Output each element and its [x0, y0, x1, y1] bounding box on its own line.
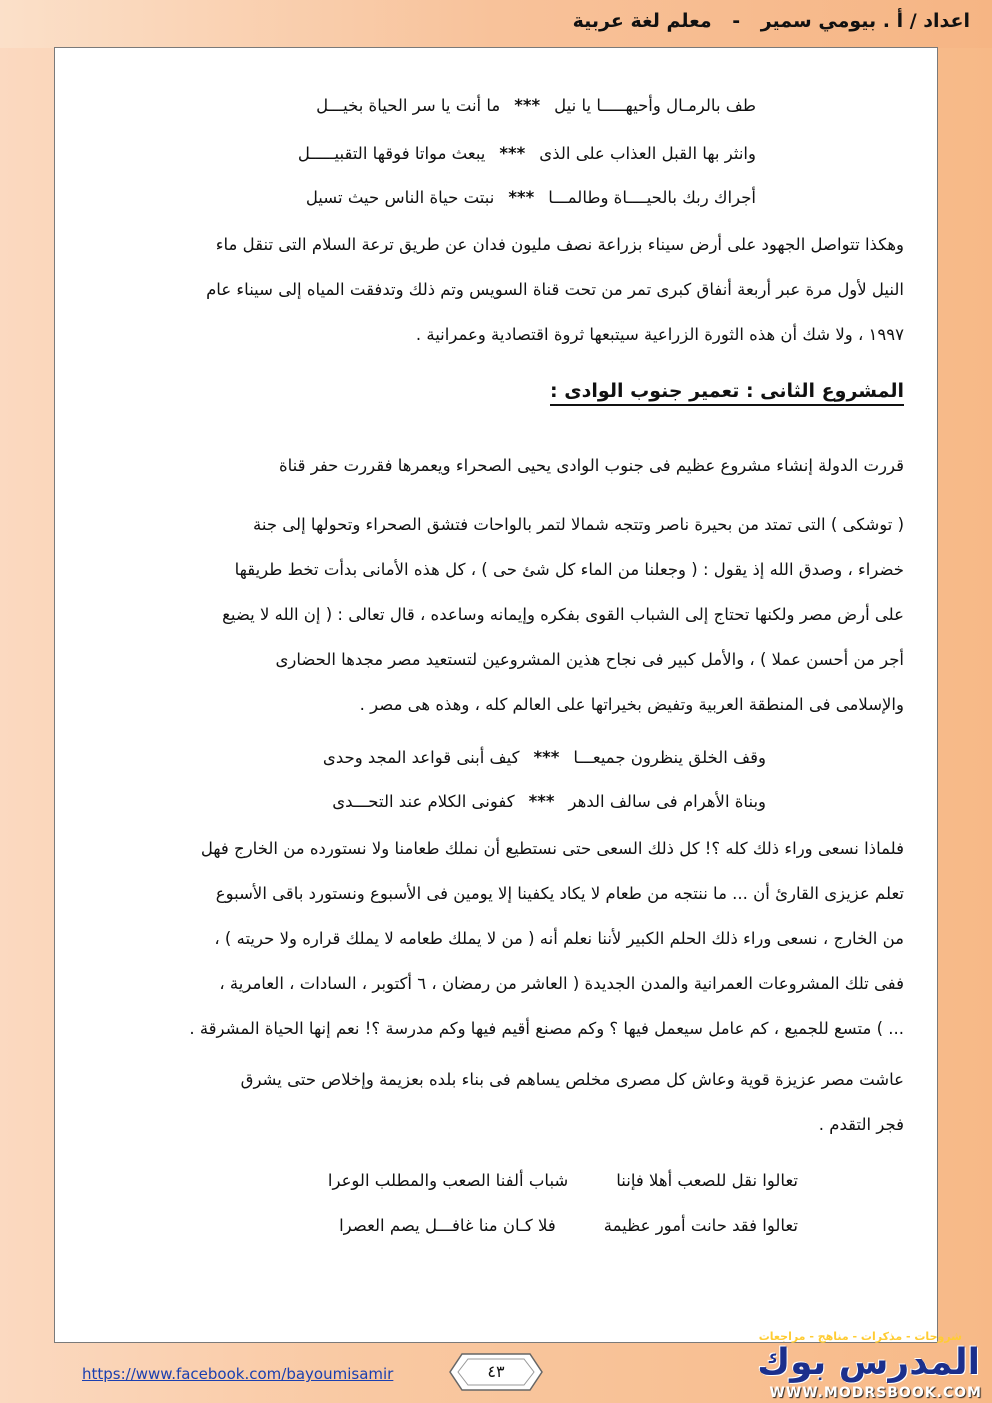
verse-first-half: وبناة الأهرام فى سالف الدهر — [568, 792, 766, 811]
section-heading: المشروع الثانى : تعمير جنوب الوادى : — [550, 380, 904, 406]
verse-second-half: نبتت حياة الناس حيث تسيل — [305, 188, 495, 207]
verse-separator: *** — [499, 144, 526, 163]
paragraph-line: تعلم عزيزى القارئ أن ... ما ننتجه من طعام لا يكاد يكفينا إلا يومين فى الأسبوع ونستورد باقى الأسبوع — [215, 884, 904, 903]
paragraph-line: ففى تلك المشروعات العمرانية والمدن الجديدة ( العاشر من رمضان ، ٦ أكتوبر ، السادات ، العامرية ، — [219, 974, 904, 993]
verse-first-half: تعالوا فقد حانت أمور عظيمة — [603, 1216, 798, 1235]
paragraph-line: عاشت مصر عزيزة قوية وعاش كل مصرى مخلص يساهم فى بناء بلده بعزيمة وإخلاص حتى يشرق — [240, 1070, 904, 1089]
paragraph-food-security — [76, 826, 904, 1051]
paragraph-line: أجر من أحسن عملا ) ، والأمل كبير فى نجاح هذين المشروعين لتستعيد مصر مجدها الحضارى — [275, 650, 904, 669]
paragraph-conclusion — [76, 1057, 904, 1147]
paragraph-line: ( توشكى ) التى تمتد من بحيرة ناصر وتتجه شمالا لتمر بالواحات فتشق الصحراء وتحولها إلى جنة — [253, 515, 904, 534]
paragraph-toshka — [76, 502, 904, 727]
paragraph-line: ... ) متسع للجميع ، كم عامل سيعمل فيها ؟ وكم مصنع أقيم فيها وكم مدرسة ؟! نعم إنها الحياة المشرقة . — [189, 1019, 904, 1038]
poem3-line-2 — [339, 1216, 798, 1235]
paragraph-line: وهكذا تتواصل الجهود على أرض سيناء بزراعة نصف مليون فدان عن طريق ترعة السلام التى تنقل ماء — [215, 235, 904, 254]
verse-second-half: شباب ألفنا الصعب والمطلب الوعرا — [327, 1171, 569, 1190]
paragraph-line: على أرض مصر ولكنها تحتاج إلى الشباب القوى بفكره وإيمانه وساعده ، قال تعالى : ( إن الله لا يضيع — [222, 605, 904, 624]
logo-name: المدرس بوك — [757, 1342, 980, 1383]
header-text — [559, 10, 970, 32]
facebook-link[interactable]: https://www.facebook.com/bayoumisamir — [82, 1365, 394, 1383]
poem1-line-2 — [298, 144, 756, 163]
poem2-line-2 — [332, 792, 766, 811]
paragraph-line: النيل لأول مرة عبر أربعة أنفاق كبرى تمر من تحت قناة السويس وتم ذلك وتدفقت المياه إلى سيناء عام — [206, 280, 904, 299]
header-dash: - — [732, 10, 741, 32]
poem2-line-1 — [323, 748, 766, 767]
paragraph-toshka-intro — [76, 443, 904, 488]
verse-first-half: وقف الخلق ينظرون جميعـــا — [573, 748, 766, 767]
logo-tagline: شروحات - مذكرات - مناهج - مراجعات — [758, 1330, 962, 1343]
verse-first-half: وانثر بها القبل العذاب على الذى — [539, 144, 756, 163]
verse-second-half: يبعث مواتا فوقها التقبيـــــل — [297, 144, 486, 163]
paragraph-line: ١٩٩٧ ، ولا شك أن هذه الثورة الزراعية سيتبعها ثروة اقتصادية وعمرانية . — [415, 325, 904, 344]
poem3-line-1 — [328, 1171, 798, 1190]
page-number: ٤٣ — [487, 1362, 505, 1381]
verse-second-half: ما أنت يا سر الحياة بخيـــل — [316, 96, 501, 115]
verse-separator: *** — [508, 188, 535, 207]
verse-second-half: كيف أبنى قواعد المجد وحدى — [322, 748, 520, 767]
verse-second-half: فلا كـان منا غافـــل يصم العصرا — [339, 1216, 556, 1235]
paragraph-line: والإسلامى فى المنطقة العربية وتفيض بخيراتها على العالم كله ، وهذه هى مصر . — [359, 695, 904, 714]
site-logo — [728, 1330, 990, 1403]
verse-first-half: طف بالرمـال وأحيهـــــا يا نيل — [554, 96, 756, 115]
verse-first-half: أجراك ربك بالحيــــاة وطالمـــا — [548, 188, 756, 207]
verse-separator: *** — [514, 96, 541, 115]
poem1-line-3 — [306, 188, 756, 207]
verse-second-half: كفونى الكلام عند التحـــدى — [332, 792, 515, 811]
header-role: معلم لغة عربية — [572, 10, 712, 32]
page-number-badge — [448, 1352, 544, 1392]
verse-separator: *** — [533, 748, 560, 767]
paragraph-line: فجر التقدم . — [818, 1115, 904, 1134]
verse-separator: *** — [528, 792, 555, 811]
verse-first-half: تعالوا نقل للصعب أهلا فإننا — [616, 1171, 798, 1190]
paragraph-line: قررت الدولة إنشاء مشروع عظيم فى جنوب الوادى يحيى الصحراء ويعمرها فقررت حفر قناة — [278, 456, 904, 475]
header-author: اعداد / أ . بيومي سمير — [760, 10, 970, 32]
paragraph-line: فلماذا نسعى وراء ذلك كله ؟! كل ذلك السعى حتى نستطيع أن نملك طعامنا ولا نستورده من الخارج فهل — [200, 839, 904, 858]
logo-url: WWW.MODRSBOOK.COM — [769, 1385, 982, 1401]
paragraph-sinai — [76, 222, 904, 357]
paragraph-line: خضراء ، وصدق الله إذ يقول : ( وجعلنا من الماء كل شئ حى ) ، كل هذه الأمانى بدأت تخط طريقها — [234, 560, 904, 579]
page-header — [0, 0, 992, 48]
poem1-line-1 — [316, 96, 756, 115]
paragraph-line: من الخارج ، نسعى وراء ذلك الحلم الكبير لأننا نعلم أنه ( من لا يملك طعامه لا يملك قراره ولا حريته ) ، — [214, 929, 904, 948]
